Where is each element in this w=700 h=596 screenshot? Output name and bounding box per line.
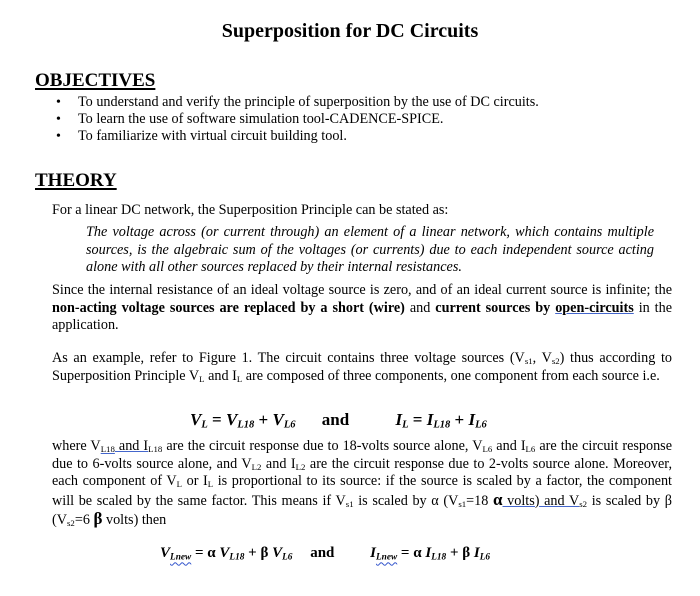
paragraph-sources: Since the internal resistance of an ideal voltage source is zero, and of an ideal current source is infinite; the non-acting voltage sources are replaced by a short (wire) and current sources by open-circuits in the application.	[52, 282, 672, 333]
theory-intro: For a linear DC network, the Superposition Principle can be stated as:	[52, 202, 449, 218]
scaled-equation: $V_{Lnew} = \alpha$ $V_{L18} + \beta$ $V_{L6}$ and $I_{Lnew} = \alpha$ $I_{L18} + \beta$ $I_{L6}$	[160, 545, 491, 563]
paragraph-example: As an example, refer to Figure 1. The circuit contains three voltage sources ($V_{s1}$, $V_{s2}$) thus according to Superposition Principle $V_L$ and $I_L$ are composed of three components, one component from each source i.e.	[52, 350, 673, 384]
page-title: Superposition for DC Circuits	[221, 20, 479, 42]
objective-item: • To understand and verify the principle of superposition by the use of DC circuits.	[56, 94, 676, 111]
theory-heading: THEORY	[35, 170, 117, 191]
objective-item: • To learn the use of software simulation tool-CADENCE-SPICE.	[56, 111, 676, 128]
objectives-list	[56, 94, 676, 145]
objectives-heading: OBJECTIVES	[35, 70, 156, 91]
paragraph-components: where $V_{L18}$ and $I_{L18}$ are the circuit response due to 18-volts source alone, $V_{L6}$ and $I_{L6}$ are the circuit response due to 6-volts source alone, and $V_{L2}$ and $I_{L2}$ are the circuit response due to 2-volts source alone. Moreover, each component of $V_L$ or $I_L$ is proportional to its source: if the source is scaled by a factor, the component will be scaled by the same factor. This means if $V_{s1}$ is scaled by α ($V_{s1}=18$ α volts) and $V_{s2}$ is scaled by β ($V_{s2}=6$ β volts) then	[52, 438, 673, 529]
superposition-equation: $V_L = V_{L18} + V_{L6}$ and $I_L = I_{L18} + I_{L6}$	[190, 410, 487, 431]
superposition-statement: The voltage across (or current through) an element of a linear network, which contains multiple sources, is the algebraic sum of the voltages (or currents) due to each independent source acting alone with all other sources replaced by their internal resistances.	[86, 224, 654, 275]
objective-item: • To familiarize with virtual circuit building tool.	[56, 128, 676, 145]
